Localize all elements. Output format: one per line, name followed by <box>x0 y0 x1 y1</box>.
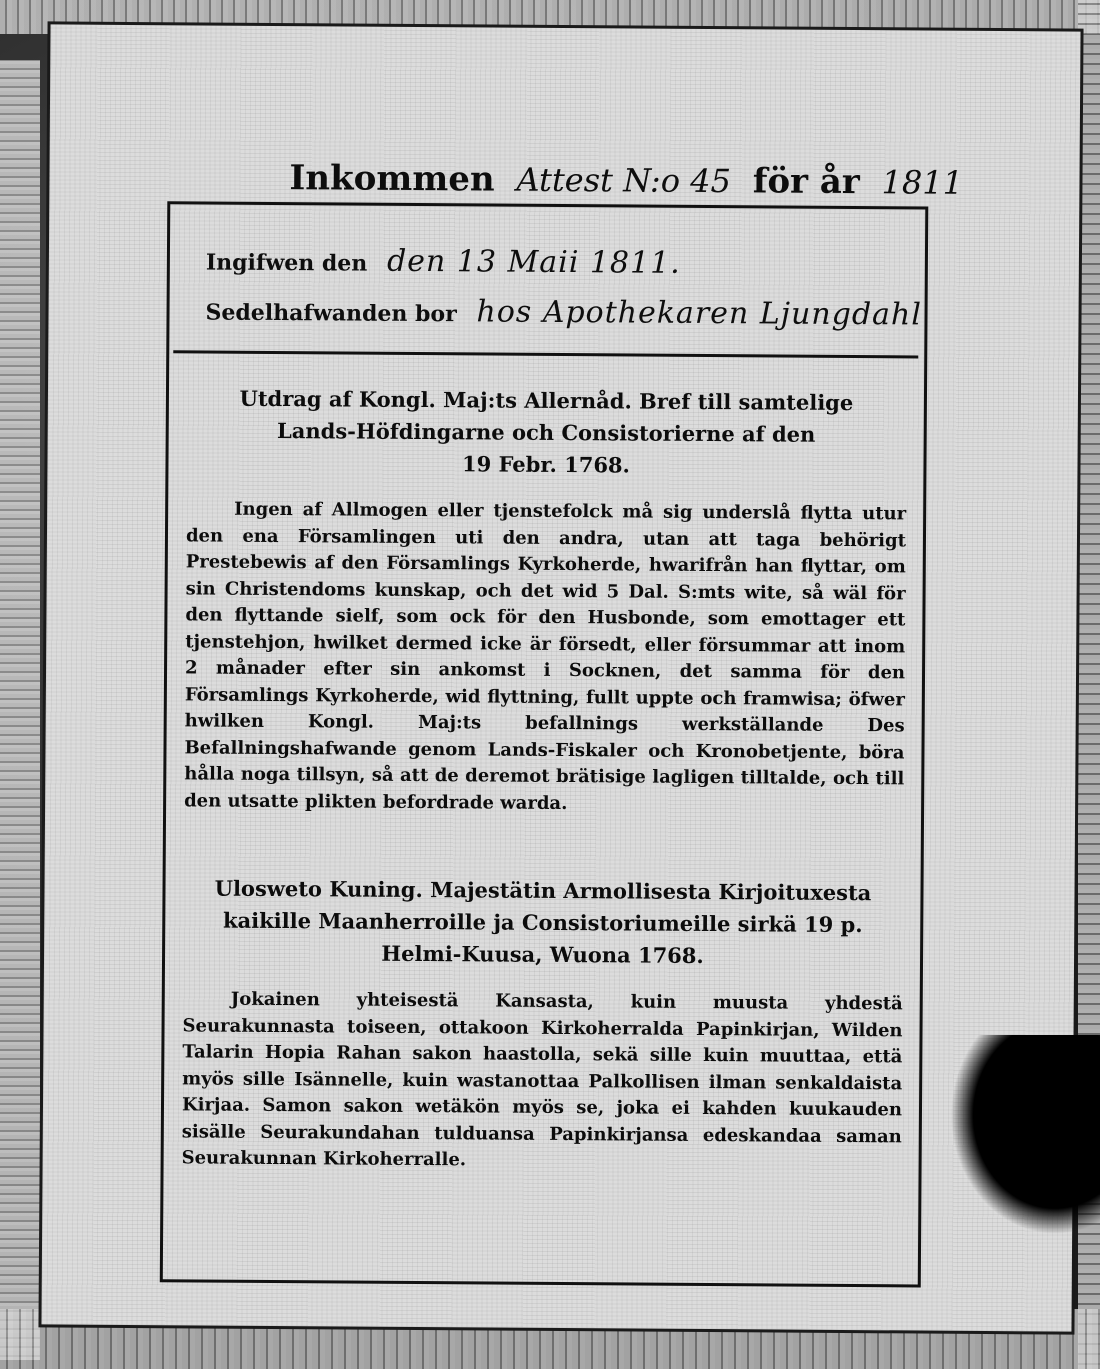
header-attest-number: Attest N:o 45 <box>516 160 732 201</box>
finnish-body: Jokainen yhteisestä Kansasta, kuin muusta yhdestä Seurakunnasta toiseen, ottakoon Kirkoherralda Papinkirjan, Wilden Talarin Hopia Rahan sakon haastolla, sekä sille kuin muuttaa, että myös sille Isännelle, kuin wastanottaa Palkollisen ilman senkaldaista Kirjaa. Samon sakon wetäkön myös se, joka ei kahden kuukauden sisälle Seurakundahan tulduansa Papinkirjansa edeskandaa saman Seurakunnan Kirkoherralle. <box>181 988 903 1171</box>
certificate-frame <box>160 201 929 1287</box>
submitted-value: den 13 Maii 1811. <box>386 243 681 281</box>
swedish-title-line-1: Utdrag af Kongl. Maj:ts Allernåd. Bref till samtelige <box>239 385 854 416</box>
swedish-body: Ingen af Allmogen eller tjenstefolck må sig underslå flytta utur den ena Församlingen uti den andra, utan att taga behörigt Prestebewis af den Församlings Kyrkoherde, hwarifrån han flyttar, om sin Christendoms kunskap, och det wid 5 Dal. S:mts wite, så wäl för den flyttande sielf, som ock för den Husbonde, som emottager ett tjenstehjon, hwilket dermed icke är försedt, eller försummar att inom 2 månader efter sin ankomst i Socknen, det samma för den Församlings Kyrkoherde, wid flyttning, fullt uppte och framwisa; öfwer hwilken Kongl. Maj:ts befallnings werkställande Des Befallningshafwande genom Lands-Fiskaler och Kronobetjente, böra hålla noga tillsyn, så att de deremot brätisige lagligen tilltalde, och till den utsatte plikten befordrade warda. <box>184 498 907 814</box>
submitted-row <box>206 243 681 281</box>
certificate-header <box>289 158 964 203</box>
swedish-title-line-3: 19 Febr. 1768. <box>461 451 630 478</box>
holder-label: Sedelhafwanden bor <box>205 299 457 328</box>
ink-stain <box>950 1035 1100 1235</box>
finnish-title <box>205 873 881 974</box>
finnish-title-line-2: kaikille Maanherroille ja Consistoriumeille sirkä 19 p. <box>222 907 863 938</box>
finnish-title-line-1: Ulosweto Kuning. Majestätin Armollisesta Kirjoituxesta <box>214 875 872 906</box>
header-year-label: för år <box>752 161 860 203</box>
field-divider <box>173 350 918 358</box>
holder-row <box>205 293 922 333</box>
submitted-label: Ingifwen den <box>205 249 368 277</box>
background-paper-left <box>0 60 40 1360</box>
finnish-title-line-3: Helmi-Kuusa, Wuona 1768. <box>381 940 704 969</box>
swedish-title <box>208 383 884 484</box>
holder-value: hos Apothekaren Ljungdahl <box>476 294 923 333</box>
swedish-title-line-2: Lands-Höfdingarne och Consistorierne af den <box>276 418 816 447</box>
header-year: 1811 <box>881 163 964 202</box>
certificate-sheet <box>41 24 1080 1331</box>
header-printed-prefix: Inkommen <box>289 158 495 200</box>
